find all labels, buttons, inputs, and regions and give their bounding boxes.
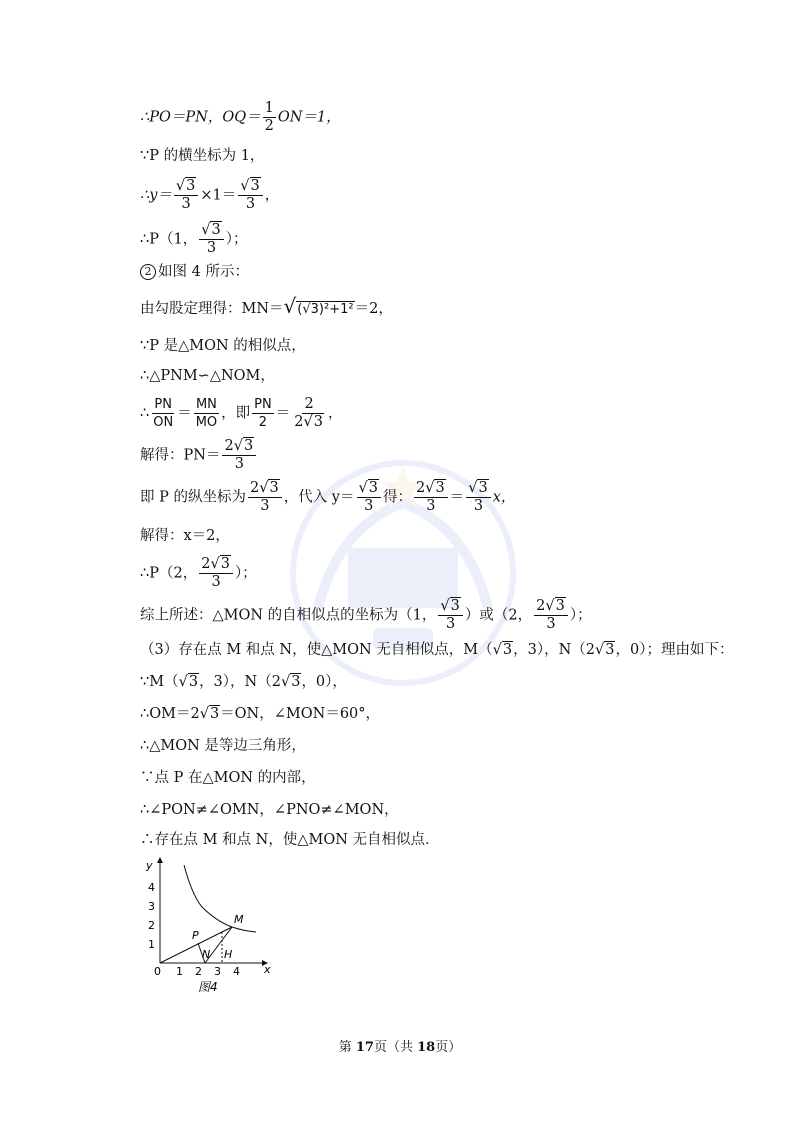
line-summary: 综上所述：△MON 的自相似点的坐标为（1， $\frac{√3}{3}$ ）或（2， $\frac{2√3}{3}$ ）；: [140, 598, 592, 632]
line-p-coord-2: ∴P（2， $\frac{2√3}{3}$ ）；: [140, 556, 257, 590]
line-po-pn: ∴PO＝PN，OQ＝ $\frac{1}{2}$ ON＝1，: [140, 100, 341, 134]
axis-y-label: y: [146, 859, 153, 872]
line-part3: （3）存在点 M 和点 N，使△MON 无自相似点，M（√3，3），N（2√3，0）；理由如下：: [140, 642, 734, 658]
line-y-value: ∴y＝ $\frac{√3}{3}$ ×1＝ $\frac{√3}{3}$ ，: [140, 178, 280, 212]
page-number: 17: [355, 1040, 374, 1055]
line-conclusion: ∴存在点 M 和点 N，使△MON 无自相似点．: [140, 832, 440, 848]
line-substitute: 即 P 的纵坐标为 $\frac{2√3}{3}$ ，代入 y＝ $\frac{√3}{3}$ 得： $\frac{2√3}{3}$ ＝ $\frac{√3}{3}$ x，: [140, 480, 516, 514]
x-tick-label: 1: [176, 965, 183, 978]
origin-label: 0: [154, 965, 161, 978]
line-equilateral: ∴△MON 是等边三角形，: [140, 738, 306, 754]
line-angles: ∴∠PON≠∠OMN，∠PNO≠∠MON，: [140, 802, 399, 818]
y-tick-label: 1: [148, 938, 155, 951]
line-p-coord-1: ∴P（1， $\frac{√3}{3}$ ）；: [140, 222, 248, 256]
y-tick-label: 4: [148, 881, 155, 894]
line-p-abscissa: ∵P 的横坐标为 1，: [140, 148, 265, 164]
x-tick-label: 3: [214, 965, 221, 978]
line-figure-ref: 2 如图 4 所示：: [140, 262, 249, 282]
point-p-label: P: [192, 929, 199, 942]
line-x-solution: 解得：x＝2，: [140, 528, 230, 544]
y-tick-label: 2: [148, 919, 155, 932]
line-om-on: ∴OM＝2√3＝ON，∠MON＝60°，: [140, 706, 381, 722]
line-pythagoras: 由勾股定理得：MN＝√(√3)²+1²＝2，: [140, 294, 393, 318]
figure-caption: 图4: [198, 980, 218, 994]
line-ratio: ∴ $\frac{PN}{ON}$ ＝ $\frac{MN}{MO}$ ，即 $\frac{PN}{2}$ ＝ $\frac{2}{2√3}$ ，: [140, 396, 343, 430]
figure-4-graph: [140, 855, 280, 995]
point-m-label: M: [234, 913, 244, 926]
point-h-label: H: [224, 948, 233, 961]
x-tick-label: 4: [233, 965, 240, 978]
total-pages: 18: [417, 1040, 436, 1055]
point-n-label: N: [202, 948, 211, 961]
page-footer: 第 17页（共 18页）: [338, 1040, 462, 1055]
line-similar-point: ∵P 是△MON 的相似点，: [140, 338, 306, 354]
y-tick-label: 3: [148, 900, 155, 913]
line-p-inside: ∵点 P 在△MON 的内部，: [140, 770, 316, 786]
line-pn-value: 解得：PN＝ $\frac{2√3}{3}$: [140, 438, 258, 473]
axis-x-label: x: [264, 963, 271, 976]
x-tick-label: 2: [195, 965, 202, 978]
fraction-one-half: $\frac{1}{2}$: [264, 100, 274, 134]
line-similar-triangles: ∴△PNM∽△NOM，: [140, 368, 275, 384]
line-mn-coords: ∵M（√3，3），N（2√3，0），: [140, 674, 347, 690]
hyperbola-curve: [184, 865, 256, 932]
